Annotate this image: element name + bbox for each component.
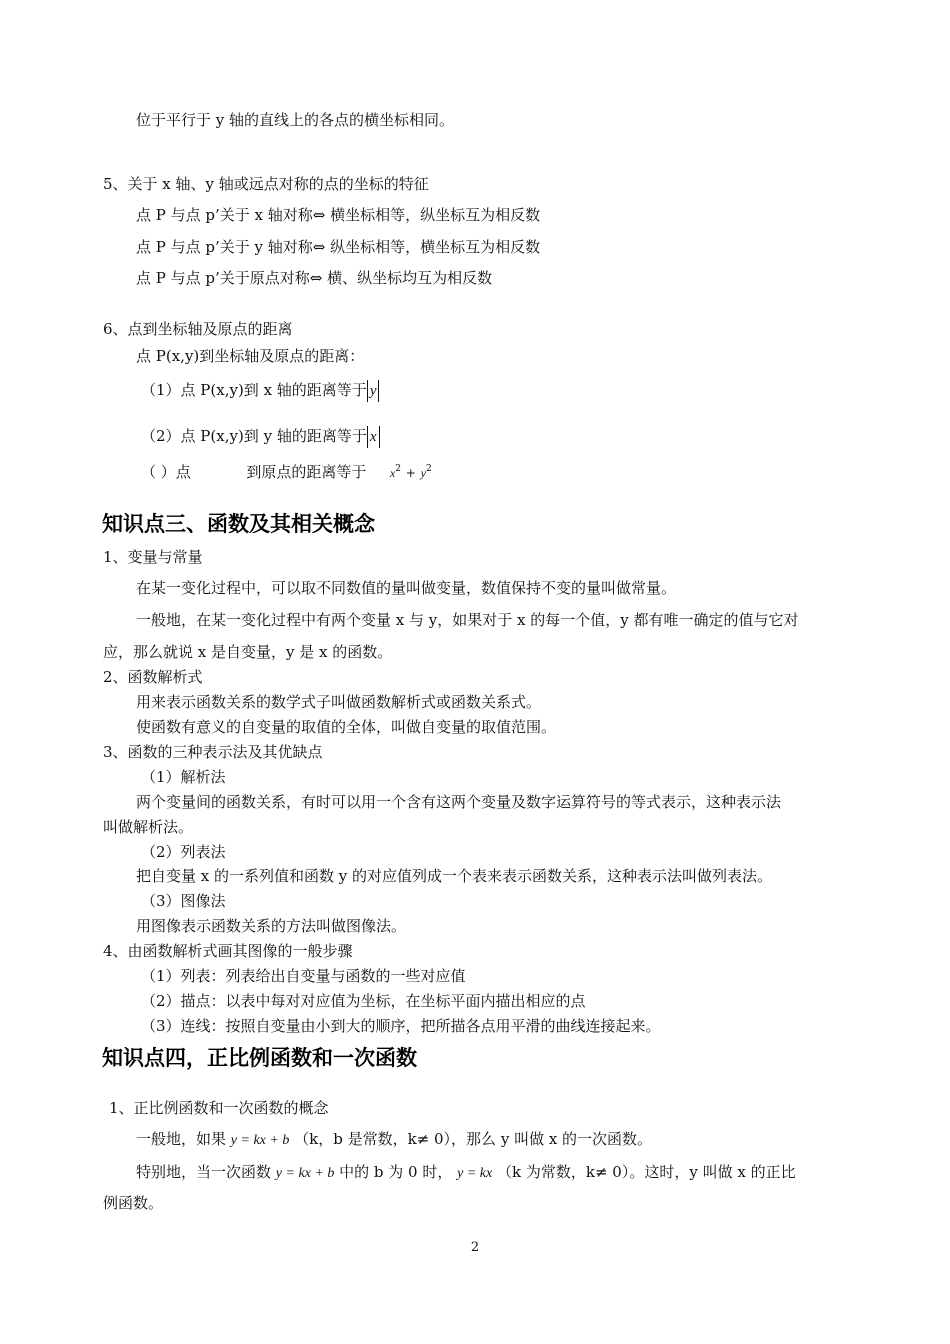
- abs-x-formula: x: [367, 426, 380, 448]
- formula-y: y: [420, 466, 426, 480]
- subsection-heading: 1、正比例函数和一次函数的概念: [109, 1099, 329, 1117]
- text-line: [141, 459, 432, 483]
- item-heading: （1）解析法: [141, 768, 226, 786]
- formula-exponent: 2: [395, 464, 401, 474]
- formula-x: x: [389, 466, 396, 480]
- text-fragment: 特别地，当一次函数: [136, 1163, 272, 1181]
- paragraph-line: 叫做解析法。: [103, 818, 194, 836]
- step-line: （3）连线：按照自变量由小到大的顺序，把所描各点用平滑的曲线连接起来。: [141, 1017, 661, 1035]
- paragraph-line: 用图像表示函数关系的方法叫做图像法。: [136, 917, 407, 935]
- paragraph-line: [136, 1162, 796, 1184]
- formula-linear: y = kx + b: [230, 1133, 290, 1148]
- text-fragment: （k，b 是常数，k≠ 0），那么 y 叫做 x 的一次函数。: [294, 1130, 653, 1148]
- paragraph-line: 使函数有意义的自变量的取值的全体，叫做自变量的取值范围。: [136, 718, 557, 736]
- paragraph-line: 例函数。: [103, 1194, 164, 1212]
- item-heading: （3）图像法: [141, 892, 226, 910]
- text-line: [141, 380, 379, 402]
- formula-linear: y = kx + b: [275, 1166, 335, 1181]
- text-fragment: （ ）点: [141, 463, 191, 481]
- subsection-heading: 4、由函数解析式画其图像的一般步骤: [103, 942, 353, 960]
- subsection-heading: 3、函数的三种表示法及其优缺点: [103, 743, 323, 761]
- formula-proportional: y = kx: [457, 1166, 493, 1181]
- abs-y-formula: y: [367, 380, 380, 402]
- paragraph-line: 应，那么就说 x 是自变量，y 是 x 的函数。: [103, 643, 393, 661]
- text-line: 位于平行于 y 轴的直线上的各点的横坐标相同。: [136, 111, 455, 129]
- text-line: 点 P 与点 p’关于原点对称⇔ 横、纵坐标均互为相反数: [136, 269, 493, 287]
- text-fragment: 到原点的距离等于: [246, 463, 367, 481]
- text-line: 点 P 与点 p’关于 x 轴对称⇔ 横坐标相等，纵坐标互为相反数: [136, 206, 541, 224]
- text-line: [141, 426, 380, 448]
- text-fragment: 一般地，如果: [136, 1130, 227, 1148]
- subsection-heading: 2、函数解析式: [103, 668, 203, 686]
- section-title-3: 知识点三、函数及其相关概念: [102, 512, 375, 536]
- text-fragment: （2）点 P(x,y)到 y 轴的距离等于: [141, 427, 367, 445]
- text-fragment: （1）点 P(x,y)到 x 轴的距离等于: [141, 381, 367, 399]
- text-fragment: （k 为常数，k≠ 0）。这时，y 叫做 x 的正比: [497, 1163, 796, 1181]
- section-6-heading: 6、点到坐标轴及原点的距离: [103, 320, 293, 338]
- section-5-heading: 5、关于 x 轴、y 轴或远点对称的点的坐标的特征: [103, 175, 429, 193]
- paragraph-line: 两个变量间的函数关系，有时可以用一个含有这两个变量及数字运算符号的等式表示，这种表示法: [136, 793, 782, 811]
- text-line: 点 P 与点 p’关于 y 轴对称⇔ 纵坐标相等，横坐标互为相反数: [136, 238, 541, 256]
- text-line: 点 P(x,y)到坐标轴及原点的距离：: [136, 347, 365, 365]
- paragraph-line: 在某一变化过程中，可以取不同数值的量叫做变量，数值保持不变的量叫做常量。: [136, 579, 677, 597]
- formula-plus: +: [405, 466, 416, 480]
- subsection-heading: 1、变量与常量: [103, 548, 203, 566]
- item-heading: （2）列表法: [141, 843, 226, 861]
- paragraph-line: [136, 1129, 652, 1151]
- step-line: （1）列表：列表给出自变量与函数的一些对应值: [141, 967, 466, 985]
- formula-exponent: 2: [425, 464, 432, 474]
- step-line: （2）描点：以表中每对对应值为坐标，在坐标平面内描出相应的点: [141, 992, 586, 1010]
- page-number: 2: [470, 1240, 480, 1255]
- paragraph-line: 把自变量 x 的一系列值和函数 y 的对应值列成一个表来表示函数关系，这种表示法叫做列表法。: [136, 867, 773, 885]
- paragraph-line: 一般地，在某一变化过程中有两个变量 x 与 y，如果对于 x 的每一个值，y 都有唯一确定的值与它对: [136, 611, 799, 629]
- text-fragment: 中的 b 为 0 时，: [339, 1163, 453, 1181]
- section-title-4: 知识点四，正比例函数和一次函数: [102, 1046, 417, 1070]
- paragraph-line: 用来表示函数关系的数学式子叫做函数解析式或函数关系式。: [136, 693, 542, 711]
